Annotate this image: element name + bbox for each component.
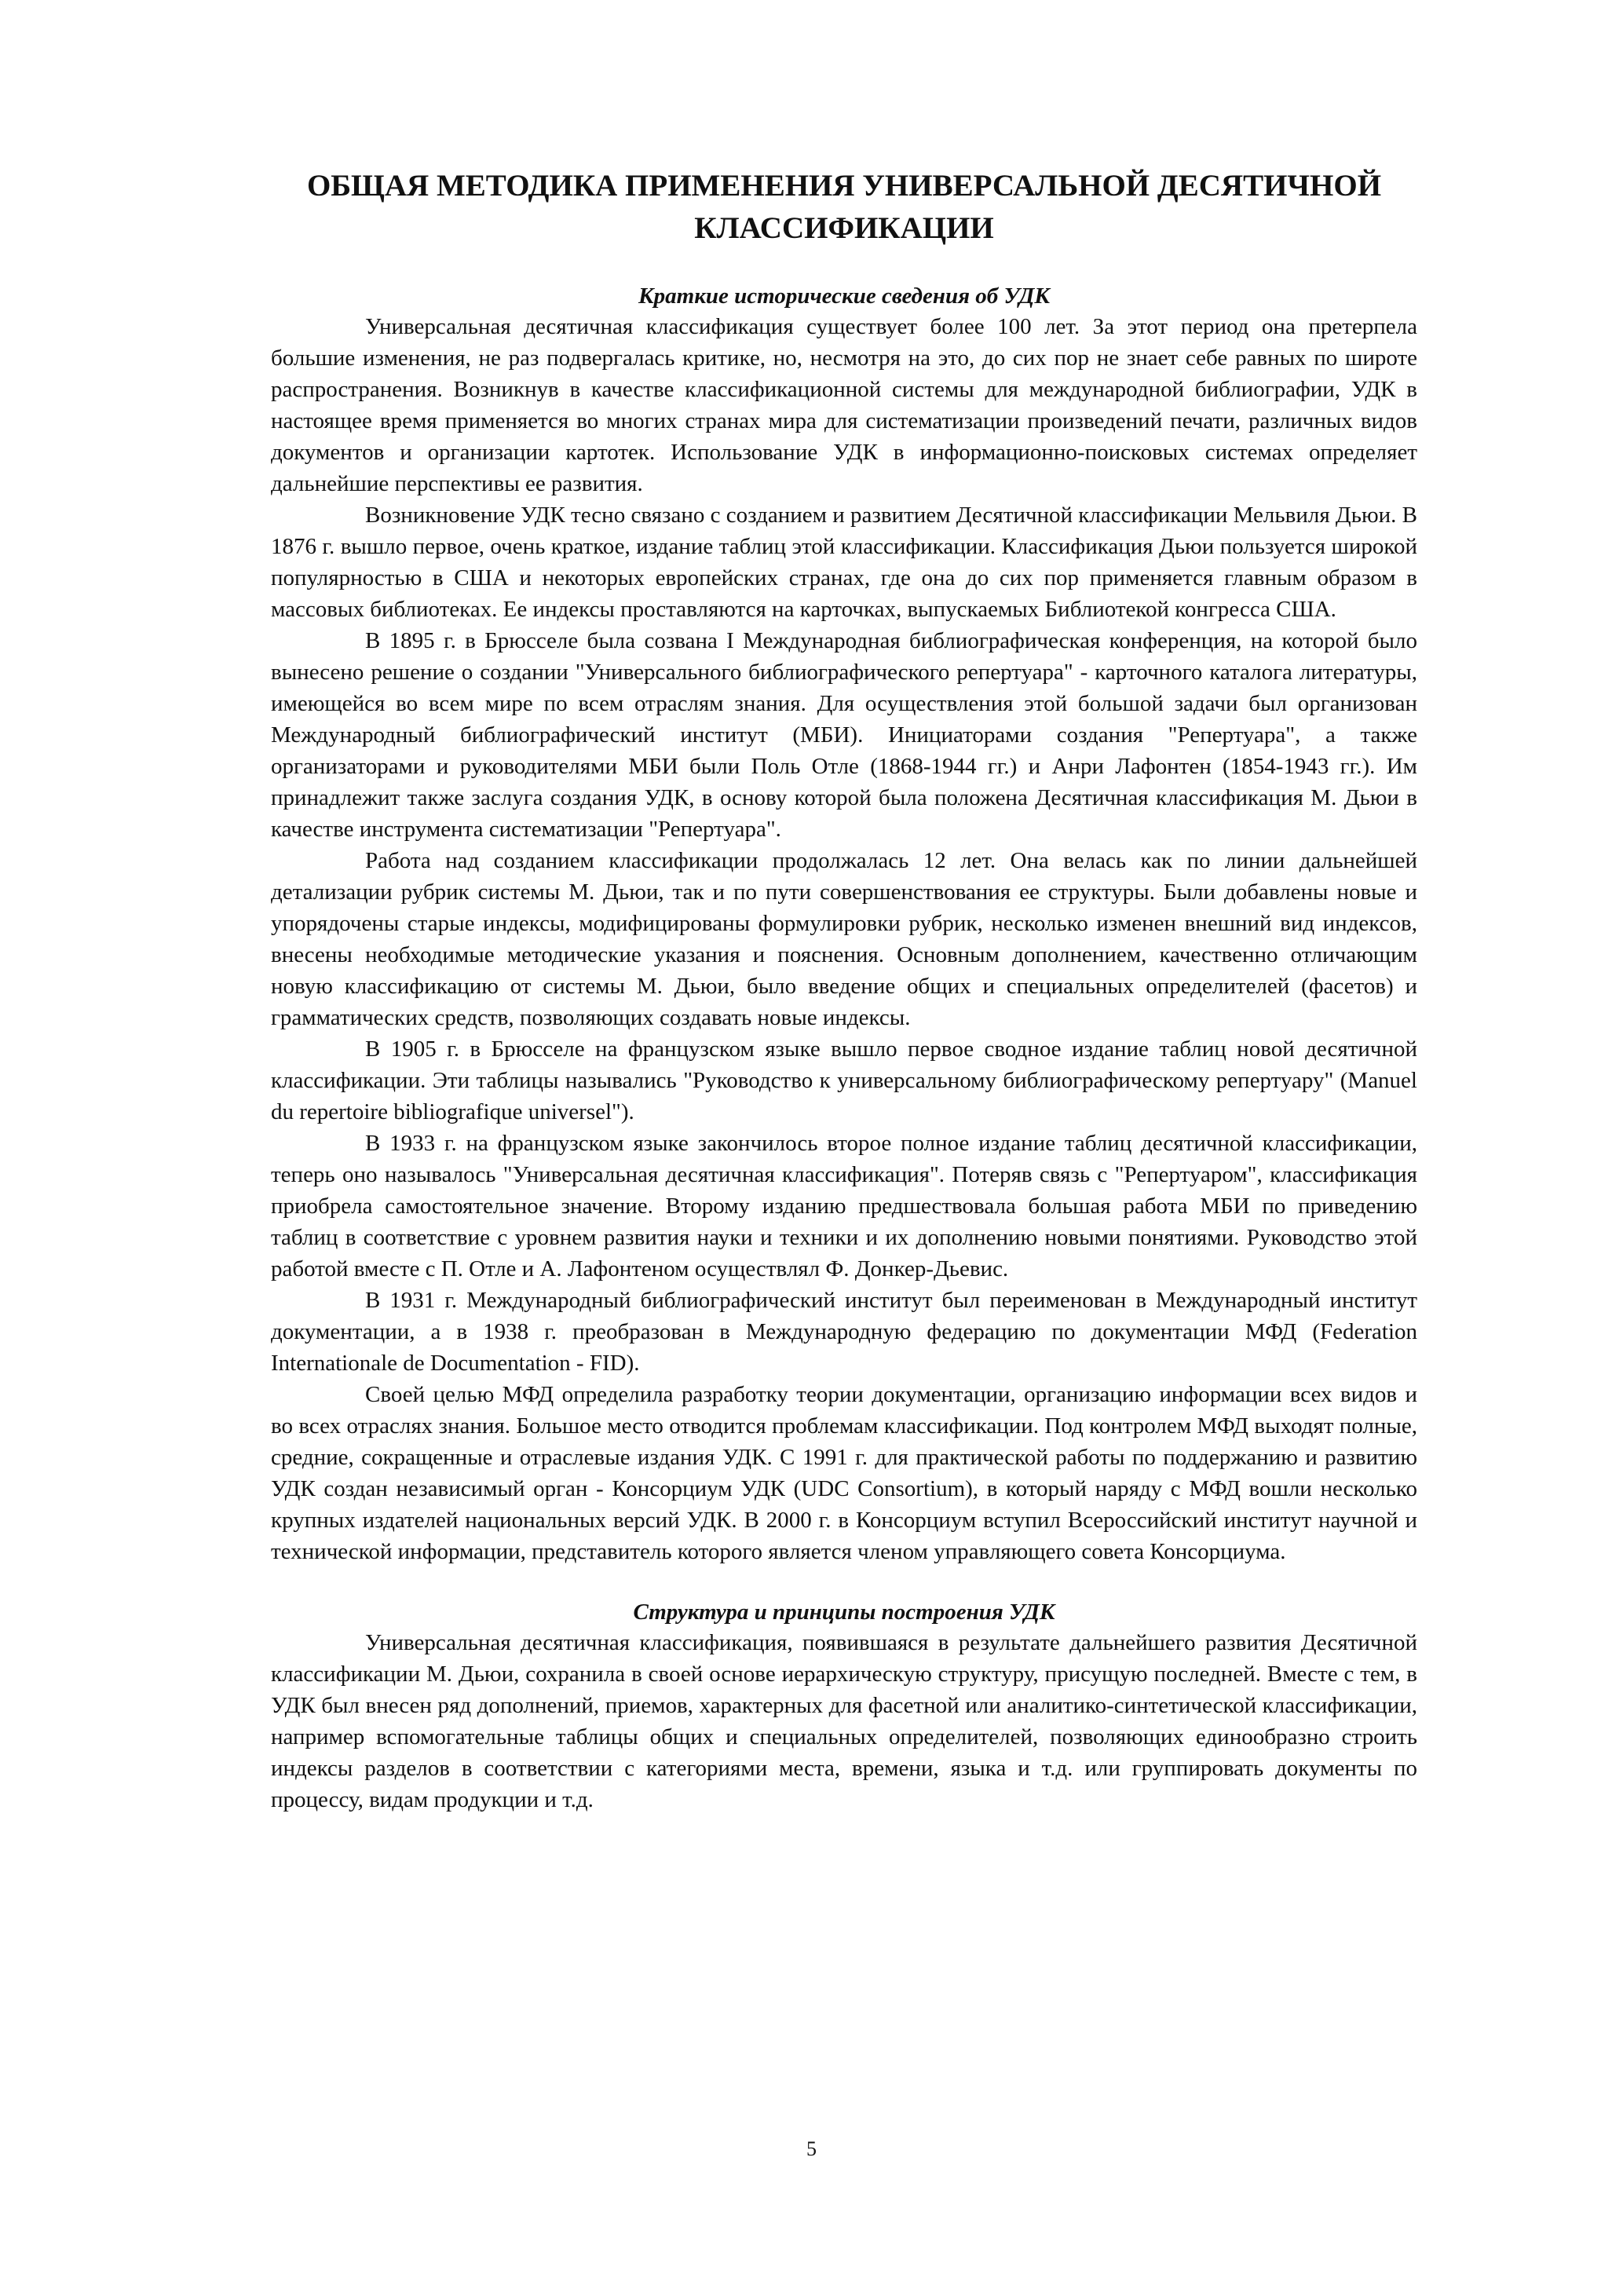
paragraph: В 1931 г. Международный библиографический институт был переименован в Международный институт документации, а в 1938 г. преобразован в Международную федерацию по документации МФД (Federation Internationale de Documentation - FID). <box>271 1288 1417 1376</box>
paragraph: Своей целью МФД определила разработку теории документации, организацию информации всех видов и во всех отраслях знания. Большое место отводится проблемам классификации. Под контролем МФД выходят полные, средние, сокращенные и отраслевые издания УДК. С 1991 г. для практической работы по поддержанию и развитию УДК создан независимый орган - Консорциум УДК (UDC Consortium), в который наряду с МФД вошли несколько крупных издателей национальных версий УДК. В 2000 г. в Консорциум вступил Всероссийский институт научной и технической информации, представитель которого является членом управляющего совета Консорциума. <box>271 1382 1417 1564</box>
section-structure <box>271 1597 1417 1815</box>
section-history <box>271 281 1417 1567</box>
title-line-2: КЛАССИФИКАЦИИ <box>694 211 994 245</box>
paragraph: В 1905 г. в Брюсселе на французском языке вышло первое сводное издание таблиц новой десятичной классификации. Эти таблицы назывались "Руководство к универсальному библиографическому репертуару" (Manuel du repertoire bibliografique universel"). <box>271 1036 1417 1124</box>
page-number: 5 <box>806 2137 817 2160</box>
paragraph: В 1933 г. на французском языке закончилось второе полное издание таблиц десятичной классификации, теперь оно называлось "Универсальная десятичная классификация". Потеряв связь с "Репертуаром", классификация приобрела самостоятельное значение. Второму изданию предшествовала большая работа МБИ по приведению таблиц в соответствие с уровнем развития науки и техники и их дополнению новыми понятиями. Руководство этой работой вместе с П. Отле и А. Лафонтеном осуществлял Ф. Донкер-Дьевис. <box>271 1131 1417 1281</box>
section-heading: Структура и принципы построения УДК <box>633 1600 1055 1625</box>
paragraph: Универсальная десятичная классификация, появившаяся в результате дальнейшего развития Десятичной классификации М. Дьюи, сохранила в своей основе иерархическую структуру, присущую последней. Вместе с тем, в УДК был внесен ряд дополнений, приемов, характерных для фасетной или аналитико-синтетической классификации, например вспомогательные таблицы общих и специальных определителей, позволяющих единообразно строить индексы разделов в соответствии с категориями места, времени, языка и т.д. или группировать документы по процессу, видам продукции и т.д. <box>271 1630 1417 1812</box>
title-line-1: ОБЩАЯ МЕТОДИКА ПРИМЕНЕНИЯ УНИВЕРСАЛЬНОЙ ДЕСЯТИЧНОЙ <box>306 169 1382 203</box>
page-title <box>271 165 1417 250</box>
section-heading: Краткие исторические сведения об УДК <box>638 283 1051 309</box>
paragraph: Универсальная десятичная классификация существует более 100 лет. За этот период она претерпела большие изменения, не раз подвергалась критике, но, несмотря на это, до сих пор не знает себе равных по широте распространения. Возникнув в качестве классификационной системы для международной библиографии, УДК в настоящее время применяется во многих странах мира для систематизации произведений печати, различных видов документов и организации картотек. Использование УДК в информационно-поисковых системах определяет дальнейшие перспективы ее развития. <box>271 314 1417 496</box>
paragraph: В 1895 г. в Брюсселе была созвана I Международная библиографическая конференция, на которой было вынесено решение о создании "Универсального библиографического репертуара" - карточного каталога литературы, имеющейся во всем мире по всем отраслям знания. Для осуществления этой большой задачи был организован Международный библиографический институт (МБИ). Инициаторами создания "Репертуара", а также организаторами и руководителями МБИ были Поль Отле (1868-1944 гг.) и Анри Лафонтен (1854-1943 гг.). Им принадлежит также заслуга создания УДК, в основу которой была положена Десятичная классификация М. Дьюи в качестве инструмента систематизации "Репертуара". <box>271 628 1417 842</box>
document-page <box>271 165 1417 1815</box>
paragraph: Возникновение УДК тесно связано с созданием и развитием Десятичной классификации Мельвиля Дьюи. В 1876 г. вышло первое, очень краткое, издание таблиц этой классификации. Классификация Дьюи пользуется широкой популярностью в США и некоторых европейских странах, где она до сих пор применяется главным образом в массовых библиотеках. Ее индексы проставляются на карточках, выпускаемых Библиотекой конгресса США. <box>271 503 1417 622</box>
paragraph: Работа над созданием классификации продолжалась 12 лет. Она велась как по линии дальнейшей детализации рубрик системы М. Дьюи, так и по пути совершенствования ее структуры. Были добавлены новые и упорядочены старые индексы, модифицированы формулировки рубрик, несколько изменен внешний вид индексов, внесены необходимые методические указания и пояснения. Основным дополнением, качественно отличающим новую классификацию от системы М. Дьюи, было введение общих и специальных определителей (фасетов) и грамматических средств, позволяющих создавать новые индексы. <box>271 848 1417 1030</box>
